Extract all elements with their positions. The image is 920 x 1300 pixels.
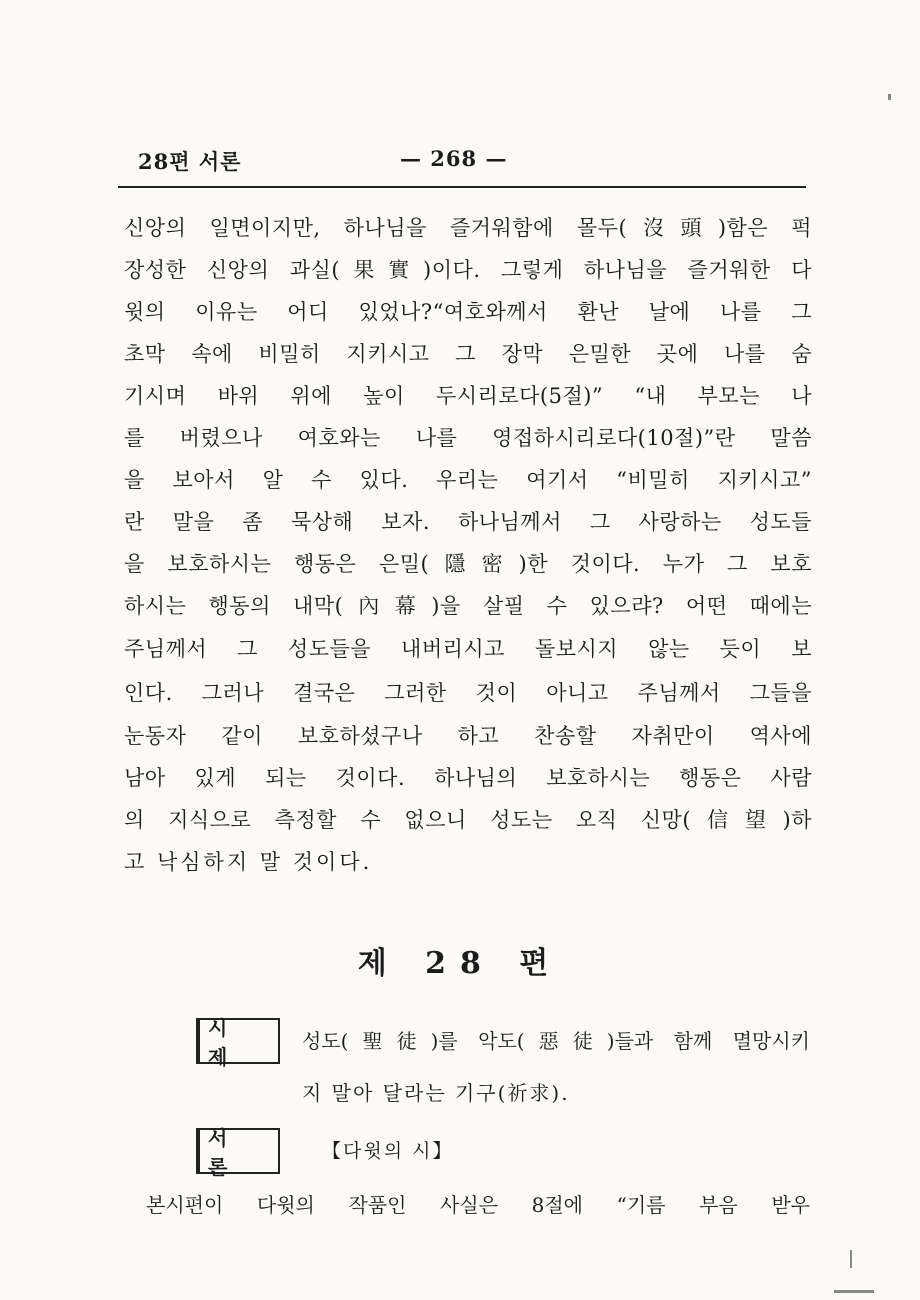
header-divider [118, 186, 806, 188]
intro-subtitle: 【다윗의 시】 [322, 1140, 454, 1162]
theme-text-line: 성도(聖徒)를 악도(惡徒)들과 함께 멸망시키 [302, 1029, 810, 1053]
text-line: 를 버렸으나 여호와는 나를 영접하시리로다(10절)”란 말씀 [124, 426, 812, 450]
theme-text-line: 지 말아 달라는 기구(祈求). [302, 1081, 570, 1105]
text-line-last: 고 낙심하지 말 것이다. [124, 850, 373, 874]
scan-speck [834, 1290, 874, 1293]
theme-label: 시 제 [208, 1016, 238, 1069]
intro-label: 서 론 [208, 1126, 238, 1179]
intro-text-line: 본시편이 다윗의 작품인 사실은 8절에 “기름 부음 받우 [146, 1193, 810, 1217]
text-line: 주님께서 그 성도들을 내버리시고 돌보시지 않는 듯이 보 [124, 637, 812, 661]
text-line: 을 보아서 알 수 있다. 우리는 여기서 “비밀히 지키시고” [124, 468, 812, 492]
text-line: 인다. 그러나 결국은 그러한 것이 아니고 주님께서 그들을 [124, 681, 812, 705]
text-line: 남아 있게 되는 것이다. 하나님의 보호하시는 행동은 사람 [124, 766, 812, 790]
text-line: 윗의 이유는 어디 있었나?“여호와께서 환난 날에 나를 그 [124, 300, 812, 324]
text-line: 란 말을 좀 묵상해 보자. 하나님께서 그 사랑하는 성도들 [124, 510, 812, 534]
text-line: 기시며 바위 위에 높이 두시리로다(5절)” “내 부모는 나 [124, 384, 812, 408]
text-line: 눈동자 같이 보호하셨구나 하고 찬송할 자취만이 역사에 [124, 724, 812, 748]
text-line: 신앙의 일면이지만, 하나님을 즐거워함에 몰두(沒頭)함은 퍽 [124, 216, 812, 240]
text-line: 의 지식으로 측정할 수 없으니 성도는 오직 신망(信望)하 [124, 808, 812, 832]
text-line: 장성한 신앙의 과실(果實)이다. 그렇게 하나님을 즐거워한 다 [124, 258, 812, 282]
header-section-title: 28편 서론 [138, 149, 242, 174]
chapter-title: 제 28 편 [357, 946, 563, 981]
page-number: — 268 — [400, 146, 508, 171]
body-paragraph [124, 207, 812, 883]
running-header [118, 146, 808, 180]
intro-label-box [196, 1126, 280, 1179]
scan-speck [850, 1250, 852, 1268]
theme-label-box [196, 1016, 280, 1069]
text-line: 초막 속에 비밀히 지키시고 그 장막 은밀한 곳에 나를 숨 [124, 342, 812, 366]
scan-speck [888, 94, 891, 100]
text-line: 하시는 행동의 내막(內幕)을 살필 수 있으랴? 어떤 때에는 [124, 594, 812, 618]
text-line: 을 보호하시는 행동은 은밀(隱密)한 것이다. 누가 그 보호 [124, 552, 812, 576]
